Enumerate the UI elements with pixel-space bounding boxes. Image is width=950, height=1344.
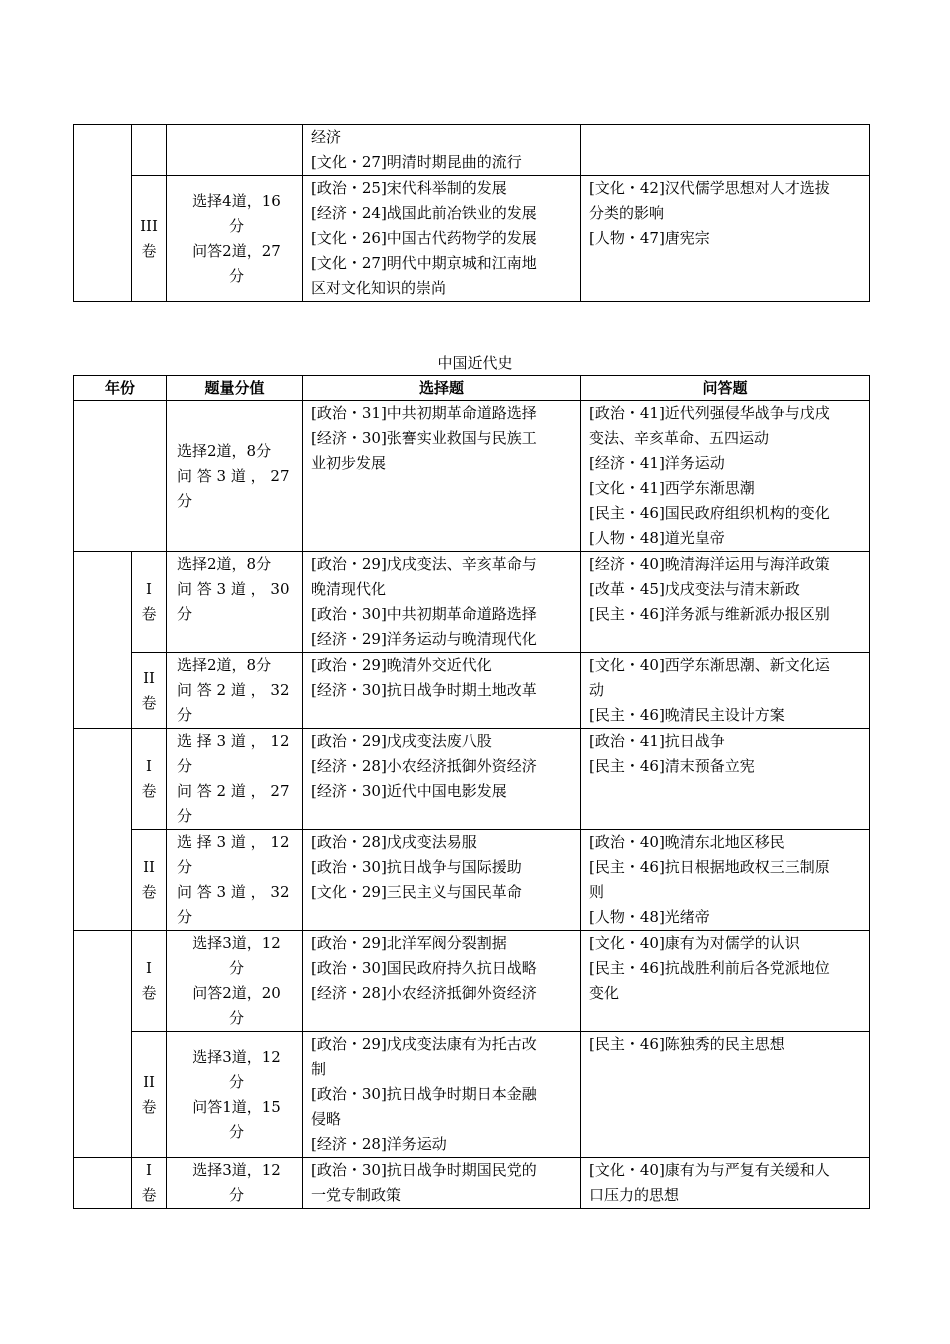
essay-cell [581,176,870,302]
text-line: 选择3道，12 [192,934,281,952]
text-line: 分 [177,757,193,775]
essay-cell [581,653,870,729]
quota-cell [167,125,303,176]
text-line: 分 [177,491,193,510]
text-line: [政治・29]戊戌变法、辛亥革命与 [311,555,537,573]
juan-char: 卷 [141,984,157,1002]
text-line: [政治・30]抗日战争时期国民党的 [311,1161,537,1179]
text-line: [经济・30]抗日战争时期土地改革 [311,681,537,699]
modern-history-table [73,375,870,1209]
text-line: [民主・46]洋务派与维新派办报区别 [589,605,830,623]
text-line: [经济・28]洋务运动 [311,1135,447,1153]
text-line: [文化・40]西学东渐思潮、新文化运 [589,656,830,674]
text-line: 分 [229,1009,245,1027]
text-line: [民主・46]抗战胜利前后各党派地位 [589,959,830,977]
juan-cell [132,1158,167,1209]
text-line: 分 [229,959,245,977]
text-line: 分 [177,706,193,724]
juan-cell [132,125,167,176]
text-line: [经济・30]张謇实业救国与民族工 [311,429,537,447]
year-cell [74,729,132,931]
text-line: 业初步发展 [311,454,387,472]
juan-number: II [143,668,155,687]
juan-char: 卷 [141,1186,157,1204]
text-line: 选择2道，8分 [177,555,272,573]
text-line: [文化・41]西学东渐思潮 [589,479,755,497]
text-line: 选择3道，12 [192,1047,281,1066]
text-line: [政治・41]抗日战争 [589,732,725,750]
table-row [74,931,870,1032]
text-line: 选择2道，8分 [177,656,272,674]
juan-number: II [143,858,155,876]
juan-cell [132,931,167,1032]
table-title: 中国近代史 [437,354,513,372]
quota-cell [167,176,303,302]
text-line: [民主・46]抗日根据地政权三三制原 [589,858,830,876]
text-line: 选择4道，16 [192,191,281,210]
text-line: [政治・29]戊戌变法康有为托古改 [311,1035,537,1053]
text-line: [政治・29]戊戌变法废八股 [311,732,492,750]
table-row [74,729,870,830]
text-line: [政治・30]国民政府持久抗日战略 [311,959,537,977]
juan-number: I [146,1161,152,1179]
juan-char: 卷 [141,883,157,901]
juan-number: III [140,216,158,235]
text-line: [民主・46]清末预备立宪 [589,757,755,775]
table-row [74,653,870,729]
header-quota: 题量分值 [167,376,303,401]
juan-cell [132,176,167,302]
juan-char: 卷 [141,693,157,712]
choice-cell [303,1032,581,1158]
juan-char: 卷 [141,1097,157,1116]
text-line: 分 [228,216,244,235]
table-row [74,1032,870,1158]
essay-cell [581,931,870,1032]
table-row [74,830,870,931]
text-line: [政治・31]中共初期革命道路选择 [311,404,537,422]
choice-cell [303,1158,581,1209]
year-cell [74,1158,132,1209]
quota-cell [167,931,303,1032]
juan-number: I [146,757,152,775]
table-row [74,401,870,552]
text-line: [文化・27]明清时期昆曲的流行 [311,153,522,171]
text-line: 经济 [311,128,342,146]
text-line: [政治・28]戊戌变法易服 [311,833,477,851]
text-line: 变法、辛亥革命、五四运动 [589,429,770,447]
text-line: 选 择 3 道 ， 12 [177,732,290,750]
juan-number: I [146,580,152,598]
text-line: 分 [177,605,193,623]
text-line: [政治・41]近代列强侵华战争与戊戌 [589,404,830,422]
text-line: 分 [229,1186,245,1204]
text-line: 选择3道，12 [192,1161,281,1179]
text-line: 问 答 2 道 ， 32 [177,681,290,699]
year-cell [74,401,167,552]
quota-cell [167,1032,303,1158]
text-line: 分 [229,1072,245,1091]
juan-cell [132,653,167,729]
text-line: [经济・30]近代中国电影发展 [311,782,507,800]
choice-cell [303,653,581,729]
text-line: [政治・30]中共初期革命道路选择 [311,605,537,623]
essay-cell [581,125,870,176]
essay-cell [581,1158,870,1209]
text-line: [民主・46]晚清民主设计方案 [589,706,785,724]
essay-cell [581,552,870,653]
year-cell [74,125,132,302]
juan-cell [132,729,167,830]
text-line: [民主・46]国民政府组织机构的变化 [589,504,830,522]
text-line: 制 [311,1060,327,1078]
quota-cell [167,729,303,830]
text-line: [经济・28]小农经济抵御外资经济 [311,984,537,1002]
essay-cell [581,401,870,552]
text-line: [文化・40]康有为对儒学的认识 [589,934,800,952]
text-line: 侵略 [311,1110,342,1128]
text-line: [政治・40]晚清东北地区移民 [589,833,785,851]
table-continued [73,124,870,302]
essay-cell [581,830,870,931]
year-cell [74,931,132,1158]
juan-cell [132,552,167,653]
text-line: [经济・29]洋务运动与晚清现代化 [311,630,537,648]
essay-cell [581,729,870,830]
text-line: 晚清现代化 [311,580,387,598]
juan-char: 卷 [141,605,157,623]
choice-cell [303,931,581,1032]
header-essay: 问答题 [581,376,870,401]
choice-cell [303,552,581,653]
text-line: [民主・46]陈独秀的民主思想 [589,1035,785,1053]
text-line: [经济・24]战国此前冶铁业的发展 [311,204,537,222]
table-row [74,125,870,176]
table-row [74,176,870,302]
text-line: 问 答 3 道 ， 27 [177,466,290,485]
juan-char: 卷 [141,241,157,260]
header-choice: 选择题 [303,376,581,401]
text-line: [政治・30]抗日战争与国际援助 [311,858,522,876]
table-row [74,552,870,653]
text-line: 分类的影响 [589,204,665,222]
essay-cell [581,1032,870,1158]
year-cell [74,552,132,729]
text-line: 问 答 3 道 ， 32 [177,883,290,901]
text-line: [人物・47]唐宪宗 [589,229,710,247]
juan-number: II [143,1072,155,1091]
choice-cell [303,125,581,176]
text-line: [改革・45]戊戌变法与清末新政 [589,580,800,598]
text-line: 区对文化知识的崇尚 [311,279,447,297]
quota-cell [167,401,303,552]
text-line: 则 [589,883,605,901]
text-line: 分 [177,858,193,876]
text-line: 变化 [589,984,620,1002]
text-line: 问答2道，20 [192,984,281,1002]
quota-cell [167,653,303,729]
text-line: [政治・29]晚清外交近代化 [311,656,492,674]
text-line: 分 [228,266,244,285]
text-line: 问 答 3 道 ， 30 [177,580,290,598]
text-line: [文化・42]汉代儒学思想对人才选拔 [589,179,830,197]
choice-cell [303,729,581,830]
text-line: [经济・40]晚清海洋运用与海洋政策 [589,555,830,573]
text-line: 选择2道，8分 [177,441,272,460]
table-row [74,1158,870,1209]
quota-cell [167,830,303,931]
juan-number: I [146,959,152,977]
choice-cell [303,401,581,552]
text-line: [文化・27]明代中期京城和江南地 [311,254,537,272]
choice-cell [303,830,581,931]
text-line: [政治・25]宋代科举制的发展 [311,179,507,197]
header-year: 年份 [74,376,167,401]
text-line: 一党专制政策 [311,1186,402,1204]
header-row [74,376,870,401]
quota-cell [167,1158,303,1209]
text-line: [文化・26]中国古代药物学的发展 [311,229,537,247]
text-line: 问 答 2 道 ， 27 [177,782,290,800]
text-line: 问答1道，15 [192,1097,281,1116]
text-line: [文化・29]三民主义与国民革命 [311,883,522,901]
text-line: 问答2道，27 [192,241,281,260]
text-line: 选 择 3 道 ， 12 [177,833,290,851]
text-line: 分 [177,807,193,825]
juan-char: 卷 [141,782,157,800]
quota-cell [167,552,303,653]
text-line: 分 [229,1122,245,1141]
text-line: 动 [589,681,605,699]
text-line: [经济・28]小农经济抵御外资经济 [311,757,537,775]
text-line: [文化・40]康有为与严复有关缓和人 [589,1161,830,1179]
text-line: 分 [177,908,193,926]
text-line: 口压力的思想 [589,1186,680,1204]
text-line: [政治・30]抗日战争时期日本金融 [311,1085,537,1103]
text-line: [政治・29]北洋军阀分裂割据 [311,934,507,952]
choice-cell [303,176,581,302]
juan-cell [132,1032,167,1158]
text-line: [人物・48]光绪帝 [589,908,710,926]
text-line: [人物・48]道光皇帝 [589,529,725,547]
juan-cell [132,830,167,931]
text-line: [经济・41]洋务运动 [589,454,725,472]
